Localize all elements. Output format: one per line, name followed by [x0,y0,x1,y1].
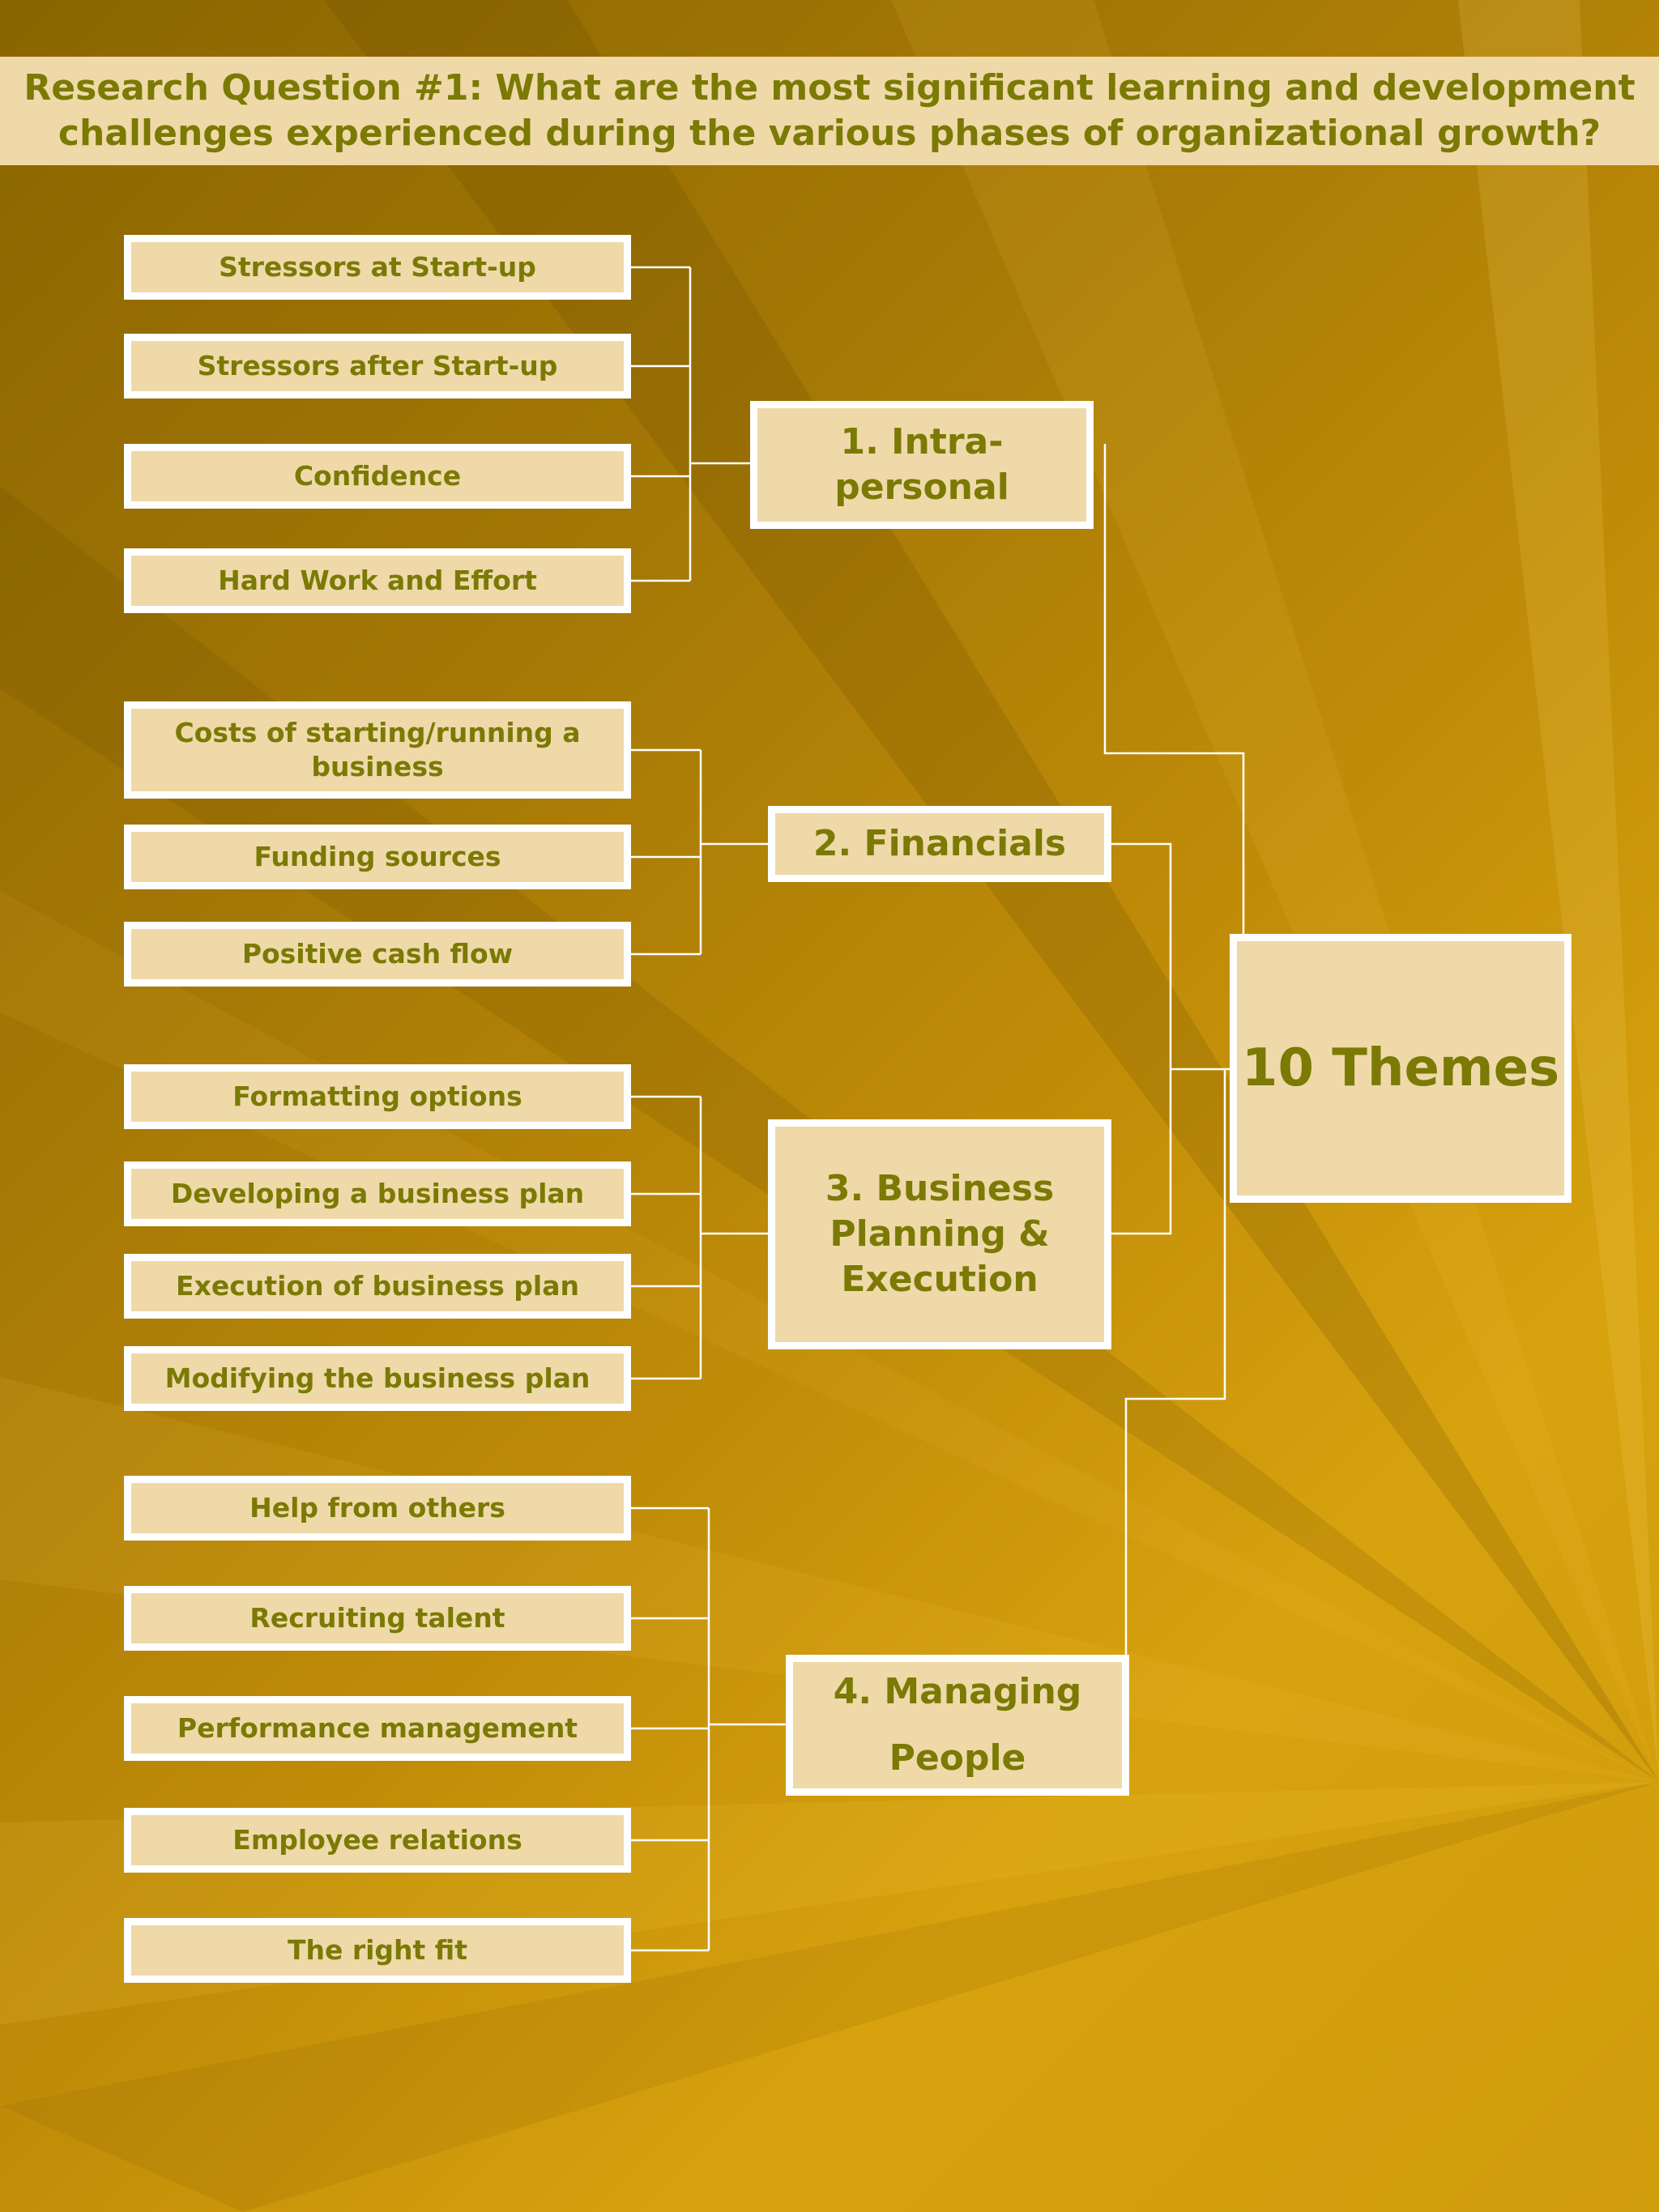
leaf-confidence: Confidence [124,444,631,509]
leaf-the-right-fit: The right fit [124,1918,631,1983]
page-title: Research Question #1: What are the most significant learning and development challenges experienced during the various phases of organizational growth? [0,57,1659,165]
theme-business-planning-execution: 3. Business Planning & Execution [768,1119,1111,1349]
leaf-modifying-business-plan: Modifying the business plan [124,1346,631,1411]
theme-intra-personal: 1. Intra-personal [750,401,1094,529]
leaf-developing-business-plan: Developing a business plan [124,1161,631,1226]
leaf-help-from-others: Help from others [124,1476,631,1541]
theme-managing-people: 4. Managing People [786,1655,1129,1796]
leaf-funding-sources: Funding sources [124,825,631,889]
leaf-hard-work-and-effort: Hard Work and Effort [124,548,631,613]
leaf-formatting-options: Formatting options [124,1064,631,1129]
leaf-employee-relations: Employee relations [124,1808,631,1873]
leaf-recruiting-talent: Recruiting talent [124,1586,631,1651]
theme-financials: 2. Financials [768,806,1111,882]
leaf-execution-of-business-plan: Execution of business plan [124,1254,631,1319]
leaf-costs-of-business: Costs of starting/running a business [124,701,631,799]
leaf-stressors-at-startup: Stressors at Start-up [124,235,631,300]
leaf-performance-management: Performance management [124,1696,631,1761]
root-10-themes: 10 Themes [1230,934,1572,1203]
leaf-stressors-after-startup: Stressors after Start-up [124,334,631,399]
leaf-positive-cash-flow: Positive cash flow [124,922,631,987]
